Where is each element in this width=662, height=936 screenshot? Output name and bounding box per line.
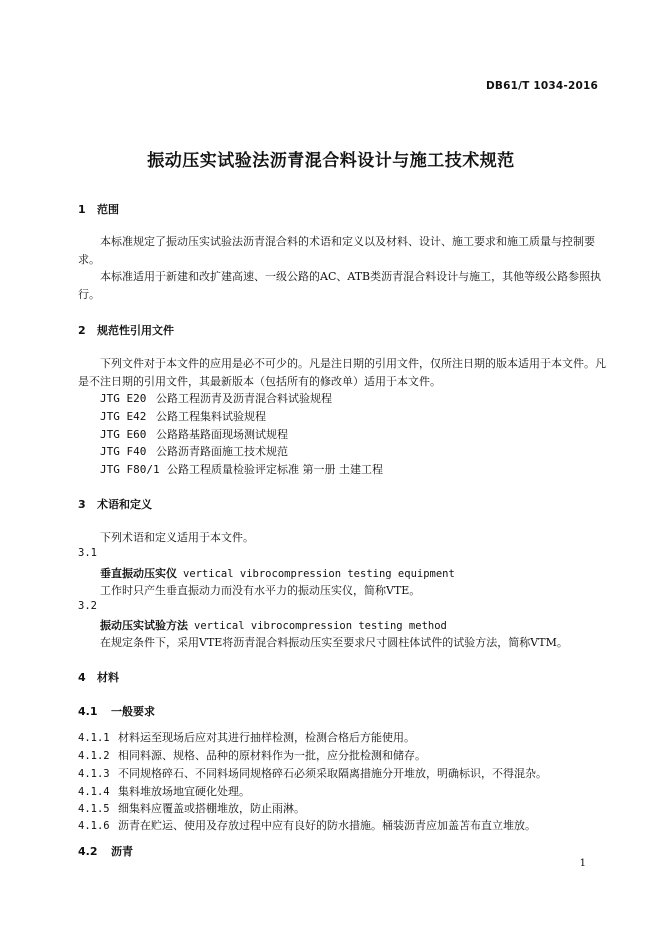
section-2-heading (78, 322, 174, 338)
section-1-heading (78, 201, 119, 217)
document-code: DB61/T 1034-2016 (486, 80, 598, 92)
reference-item (100, 443, 288, 459)
subsection-number: 4.2 (78, 845, 98, 858)
clause-item (78, 765, 547, 781)
clause-number: 4.1.5 (78, 803, 110, 815)
clause-number: 4.1.4 (78, 786, 110, 798)
reference-title: 公路工程沥青及沥青混合料试验规程 (156, 392, 332, 405)
term-name-en: vertical vibrocompression testing equipment (183, 568, 455, 580)
clause-number: 4.1.3 (78, 768, 110, 780)
page-title: 振动压实试验法沥青混合料设计与施工技术规范 (147, 151, 515, 171)
reference-code: JTG E42 (100, 410, 147, 423)
clause-item (78, 729, 415, 745)
section-2-intro: 下列文件对于本文件的应用是必不可少的。凡是注日期的引用文件，仅所注日期的版本适用于本文件。凡是不注日期的引用文件，其最新版本（包括所有的修改单）适用于本文件。 (78, 357, 606, 388)
clause-item (78, 783, 250, 799)
term-name (100, 565, 455, 581)
section-4-heading (78, 669, 119, 685)
term-name (100, 617, 447, 633)
reference-title: 公路沥青路面施工技术规范 (156, 445, 288, 458)
term-name-cn: 振动压实试验方法 (100, 619, 188, 632)
section-1-paragraph-2: 本标准适用于新建和改扩建高速、一级公路的AC、ATB类沥青混合料设计与施工，其他等级公路参照执行。 (78, 270, 602, 301)
subsection-4-1-heading (78, 703, 155, 719)
clause-number: 4.1.6 (78, 820, 110, 832)
term-definition: 在规定条件下，采用VTE将沥青混合料振动压实至要求尺寸圆柱体试件的试验方法，简称VTM。 (100, 636, 568, 649)
reference-code: JTG F80/1 (100, 463, 160, 476)
term-name-cn: 垂直振动压实仪 (100, 567, 177, 580)
reference-title: 公路工程集料试验规程 (156, 410, 266, 423)
subsection-title: 沥青 (111, 845, 133, 858)
section-1-paragraph-1: 本标准规定了振动压实试验法沥青混合料的术语和定义以及材料、设计、施工要求和施工质量与控制要求。 (78, 235, 595, 266)
reference-code: JTG E60 (100, 428, 147, 441)
clause-item (78, 747, 426, 763)
clause-text: 材料运至现场后应对其进行抽样检测，检测合格后方能使用。 (118, 731, 415, 744)
reference-title: 公路路基路面现场测试规程 (156, 428, 288, 441)
reference-code: JTG E20 (100, 392, 147, 405)
clause-item (78, 800, 305, 816)
clause-item (78, 817, 536, 833)
section-title: 规范性引用文件 (97, 324, 174, 337)
section-title: 材料 (97, 671, 119, 684)
reference-item (100, 426, 288, 442)
term-id: 3.2 (78, 600, 97, 612)
clause-number: 4.1.1 (78, 732, 110, 744)
term-name-en: vertical vibrocompression testing method (194, 620, 447, 632)
clause-text: 细集料应覆盖或搭棚堆放，防止雨淋。 (118, 802, 305, 815)
page-number: 1 (579, 858, 586, 869)
reference-title: 公路工程质量检验评定标准 第一册 土建工程 (167, 463, 383, 476)
section-3-heading (78, 496, 152, 512)
reference-item (100, 408, 266, 424)
clause-number: 4.1.2 (78, 750, 110, 762)
reference-item (100, 461, 383, 477)
section-number: 4 (78, 671, 86, 684)
clause-text: 相同料源、规格、品种的原材料作为一批，应分批检测和储存。 (118, 749, 426, 762)
section-number: 3 (78, 498, 86, 511)
subsection-4-2-heading (78, 843, 133, 859)
section-number: 2 (78, 324, 86, 337)
term-id: 3.1 (78, 547, 97, 559)
clause-text: 集料堆放场地宜硬化处理。 (118, 785, 250, 798)
section-number: 1 (78, 203, 86, 216)
clause-text: 不同规格碎石、不同料场同规格碎石必须采取隔离措施分开堆放，明确标识，不得混杂。 (118, 767, 547, 780)
reference-item (100, 390, 332, 406)
section-title: 范围 (97, 203, 119, 216)
section-title: 术语和定义 (97, 498, 152, 511)
term-definition: 工作时只产生垂直振动力而没有水平力的振动压实仪，简称VTE。 (100, 584, 421, 597)
subsection-title: 一般要求 (111, 705, 155, 718)
clause-text: 沥青在贮运、使用及存放过程中应有良好的防水措施。桶装沥青应加盖苫布直立堆放。 (118, 819, 536, 832)
section-3-intro: 下列术语和定义适用于本文件。 (100, 531, 254, 544)
subsection-number: 4.1 (78, 705, 98, 718)
reference-code: JTG F40 (100, 445, 147, 458)
